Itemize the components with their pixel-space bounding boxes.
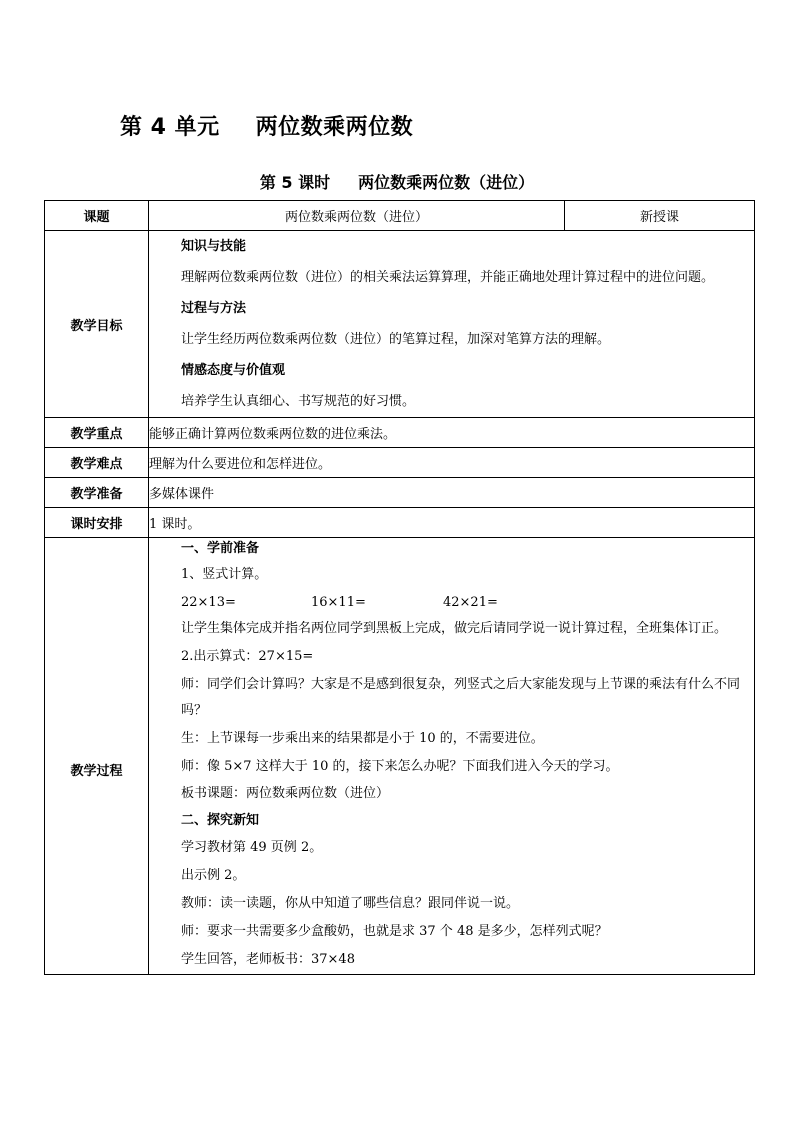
lesson-topic: 两位数乘两位数（进位）: [358, 173, 535, 192]
process-line-6: 学习教材第 49 页例 2。: [181, 840, 323, 855]
process-row: [45, 538, 755, 975]
process-line-1: 1、竖式计算。: [181, 567, 268, 582]
process-line-7: 出示例 2。: [181, 868, 246, 883]
process-para-2: 师：同学们会计算吗？大家是不是感到很复杂，列竖式之后大家能发现与上节课的乘法有什么不同吗？: [181, 677, 741, 718]
unit-number: 第 4 单元: [120, 115, 220, 140]
goal-text-process: 让学生经历两位数乘两位数（进位）的笔算过程，加深对笔算方法的理解。: [181, 332, 611, 347]
goals-content: [149, 231, 755, 418]
unit-title: [120, 110, 413, 141]
calc-3: 42×21=: [443, 595, 498, 610]
goal-heading-process: 过程与方法: [181, 301, 247, 316]
section-preparation: 一、学前准备: [181, 541, 260, 556]
process-line-3: 生：上节课每一步乘出来的结果都是小于 10 的，不需要进位。: [181, 731, 544, 746]
process-line-5: 板书课题：两位数乘两位数（进位）: [181, 786, 390, 801]
topic-row: [45, 201, 755, 231]
process-line-10: 学生回答，老师板书：37×48: [181, 952, 355, 967]
calc-1: 22×13=: [181, 595, 236, 610]
lesson-type: 新授课: [565, 201, 755, 231]
schedule-label: 课时安排: [45, 508, 149, 538]
calc-row: [149, 590, 754, 616]
topic-value: 两位数乘两位数（进位）: [149, 201, 565, 231]
lesson-number: 第 5 课时: [259, 173, 331, 192]
process-content: [149, 538, 755, 975]
prep-label: 教学准备: [45, 478, 149, 508]
key-point-value: 能够正确计算两位数乘两位数的进位乘法。: [149, 418, 755, 448]
goal-heading-knowledge: 知识与技能: [181, 239, 247, 254]
process-label: 教学过程: [45, 538, 149, 975]
section-exploration: 二、探究新知: [181, 813, 260, 828]
key-point-label: 教学重点: [45, 418, 149, 448]
process-para-1: 让学生集体完成并指名两位同学到黑板上完成，做完后请同学说一说计算过程，全班集体订正。: [181, 621, 728, 636]
lesson-plan-table: [44, 200, 755, 975]
calc-2: 16×11=: [311, 595, 366, 610]
difficulty-label: 教学难点: [45, 448, 149, 478]
goal-text-attitude: 培养学生认真细心、书写规范的好习惯。: [181, 394, 416, 409]
goal-heading-attitude: 情感态度与价值观: [181, 363, 286, 378]
process-line-4: 师：像 5×7 这样大于 10 的，接下来怎么办呢？下面我们进入今天的学习。: [181, 759, 619, 774]
process-line-9: 师：要求一共需要多少盒酸奶，也就是求 37 个 48 是多少，怎样列式呢？: [181, 924, 608, 939]
topic-label: 课题: [45, 201, 149, 231]
goals-row: [45, 231, 755, 418]
goal-text-knowledge: 理解两位数乘两位数（进位）的相关乘法运算算理，并能正确地处理计算过程中的进位问题。: [181, 270, 715, 285]
process-line-8: 教师：读一读题，你从中知道了哪些信息？跟同伴说一说。: [181, 896, 520, 911]
process-line-2: 2.出示算式：27×15=: [181, 649, 314, 664]
difficulty-value: 理解为什么要进位和怎样进位。: [149, 448, 755, 478]
prep-row: [45, 478, 755, 508]
lesson-title: [0, 170, 794, 193]
goals-label: 教学目标: [45, 231, 149, 418]
schedule-value: 1 课时。: [149, 508, 755, 538]
difficulty-row: [45, 448, 755, 478]
key-point-row: [45, 418, 755, 448]
schedule-row: [45, 508, 755, 538]
unit-topic: 两位数乘两位数: [255, 115, 414, 140]
prep-value: 多媒体课件: [149, 478, 755, 508]
